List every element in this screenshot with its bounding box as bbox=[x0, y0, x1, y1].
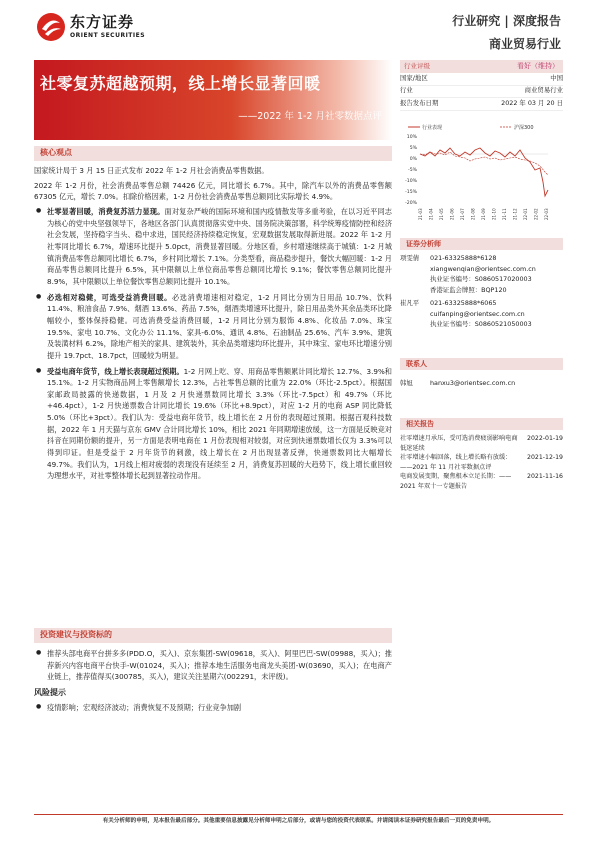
analyst-cert: 执业证书编号：S0860521050003 bbox=[430, 320, 532, 329]
analyst-entry bbox=[400, 253, 563, 295]
related-heading: 相关报告 bbox=[400, 418, 563, 430]
y-tick-label: -15% bbox=[405, 190, 417, 195]
analysts-box bbox=[400, 238, 563, 330]
orient-logo-icon bbox=[36, 12, 66, 42]
rating-header bbox=[400, 60, 563, 73]
analyst-name: 项雯倩 bbox=[400, 254, 420, 262]
intro-paragraph-2: 2022 年 1-2 月份，社会消费品零售总额 74426 亿元，同比增长 6.7%。其中，除汽车以外的消费品零售额 67305 亿元，增长 7.0%。扣除价格因素，1-2 月份社会消费品零售总额同比实际增长 4.9%。 bbox=[34, 180, 392, 202]
info-key: 报告发布日期 bbox=[400, 98, 439, 107]
analyst-license: 香港证监会牌照：BQP120 bbox=[430, 285, 507, 294]
info-value: 中国 bbox=[550, 73, 563, 82]
performance-chart bbox=[400, 120, 563, 224]
y-tick-label: -10% bbox=[405, 179, 417, 184]
bullet-text: 必选消费增速相对稳定，1-2 月同比分别为日用品 10.7%、饮料 11.4%、粮油食品 7.9%、烟酒 13.6%、药品 7.5%，烟酒类增速环比提升，除日用品类外其余品类环比降幅较小，整体保持稳健。可选消费受益消费回暖，1-2 月同比分别为服饰 4.8%、化妆品 7.0%、珠宝 19.5%、家电 10.7%、文化办公 11.1%、家具-6.0%、通讯 4.8%、石油制品 25.6%、汽车 3.9%、建筑及装潢材料 6.2%，除地产相关的家具、建筑装外，其余品类增速均环比提升，其中珠宝、家电环比增速分别提升 19.7pct、18.7pct，回暖较为明显。 bbox=[47, 292, 392, 360]
x-tick-label: 21-04 bbox=[428, 208, 434, 220]
related-title: 低迷延续 bbox=[400, 444, 425, 452]
contact-email[interactable]: hanxu3@orientsec.com.cn bbox=[430, 379, 516, 387]
related-item[interactable] bbox=[400, 482, 563, 492]
related-item[interactable] bbox=[400, 453, 563, 463]
performance-chart-svg bbox=[400, 120, 563, 224]
bullet-text: 面对复杂严峻的国际环境和国内疫情散发等多重考验，在以习近平同志为核心的党中央坚强领导下，各地区各部门认真贯彻落实党中央、国务院决策部署，科学统筹疫情防控和经济社会发展，坚持稳字当头、稳中求进，国民经济持续稳定恢复，宏观数据发展取得新进展。2022 年 1-2 月社零同比增长 6.7%，增速环比提升 5.0pct，消费显著回暖。分地区看，乡村增速继续高于城镇：1-2 月城镇消费品零售总额同比增长 6.7%，乡村同比增长 7.1%。分类型看，商品稳步提升，餐饮大幅回暖：1-2 月商品零售总额同比提升 6.5%，其中限额以上单位商品零售总额同比增长 9.1%；餐饮零售总额同比提升 8.9%，其中限额以上单位餐饮零售总额同比提升 10.1%。 bbox=[47, 206, 393, 286]
title-banner bbox=[34, 60, 392, 140]
x-tick-label: 22-02 bbox=[533, 208, 539, 220]
related-reports-box bbox=[400, 418, 563, 492]
info-row bbox=[400, 98, 563, 111]
analyst-cert: 执业证书编号：S0860517020003 bbox=[430, 275, 532, 284]
bullet-text: 1-2 月网上吃、穿、用商品零售额累计同比增长 12.7%、3.9%和 15.1%。1-2 月实物商品网上零售额增长 12.3%，占社零售总额的比重为 22.0%（环比-2.5pct）。根据国家邮政局披露的快递数据，1 月及 2 月快递票数同比增长 3.3%（环比-7.5pct）和 49.7%（环比+46.4pct），1-2 月快递票数合计同比增长 19.6%（环比+8.9pct），对应 1-2 月的电商 ASP 同比降低 5.0%（环比+3pct）。我们认为：受益电商年货节，线上增长在 2 月份的表现超过预期。根据百观科技数据，2022 年 1 月天猫与京东 GMV 合计同比增长 10%，相比 2021 年同期增速放缓，这一方面是反映竞对抖音在同期份额的提升，另一方面是表明电商在 1 月份表现相对较弱，对应到快递票数增长仅为 3.3%可以得到印证。但是受益于 2 月年货节的刺激，线上增长在 2 月出现显著反弹，快递票数同比大幅增长 49.7%。我们认为，1月线上相对疲弱的表现没有延续至 2 月，消费复苏回暖的大趋势下，线上增长重回较为理想水平，对社零整体增长起到显著拉动作用。 bbox=[47, 366, 392, 481]
legend-csi300: 沪深300 bbox=[514, 125, 534, 131]
analyst-name: 崔凡平 bbox=[400, 299, 420, 308]
contacts-box bbox=[400, 358, 563, 389]
footer-disclaimer: 有关分析师的申明，见本报告最后部分。其他重要信息披露见分析师申明之后部分，或请与您的投资代表联系。并请阅读本证券研究报告最后一页的免责申明。 bbox=[102, 818, 495, 824]
related-title: ——2021 年 11 月社零数据点评 bbox=[400, 463, 492, 471]
bullet-head: 社零显著回暖，消费复苏活力显现。 bbox=[47, 206, 165, 216]
bullet-online bbox=[34, 366, 392, 483]
info-key: 国家/地区 bbox=[400, 73, 428, 82]
info-row bbox=[400, 73, 563, 86]
x-tick-label: 21-06 bbox=[449, 208, 455, 220]
related-date: 2021-12-19 bbox=[527, 454, 563, 462]
analyst-phone: 021-63325888*6128 bbox=[430, 254, 497, 262]
rating-box bbox=[400, 60, 563, 111]
contacts-heading: 联系人 bbox=[400, 358, 563, 370]
info-value: 2022 年 03 月 20 日 bbox=[501, 98, 563, 107]
legend-industry: 行业表现 bbox=[422, 125, 443, 131]
report-subtitle: ——2022 年 1-2 月社零数据点评 bbox=[238, 111, 382, 122]
investment-heading: 投资建议与投资标的 bbox=[34, 628, 392, 643]
y-tick-label: 0% bbox=[409, 157, 417, 162]
related-item[interactable] bbox=[400, 472, 563, 482]
analysts-heading: 证券分析师 bbox=[400, 238, 563, 250]
info-key: 行业 bbox=[400, 86, 413, 95]
x-tick-label: 21-05 bbox=[439, 208, 444, 220]
report-type: 行业研究 | 深度报告 bbox=[452, 14, 561, 28]
bullet-head: 受益电商年货节，线上增长表现超过预期。 bbox=[47, 366, 184, 376]
intro-paragraph-1: 国家统计局于 3 月 15 日正式发布 2022 年 1-2 月社会消费品零售数据。 bbox=[34, 166, 269, 175]
core-view-section bbox=[34, 146, 392, 486]
y-tick-label: 10% bbox=[406, 135, 417, 140]
brand-logo bbox=[36, 12, 145, 42]
x-tick-label: 21-08 bbox=[470, 208, 476, 220]
investment-section bbox=[34, 628, 392, 718]
analyst-phone: 021-63325888*6065 bbox=[430, 299, 497, 308]
contact-name: 韩旭 bbox=[400, 379, 413, 387]
y-tick-label: -20% bbox=[405, 201, 417, 206]
industry-name: 商业贸易行业 bbox=[488, 36, 561, 51]
related-title: 社零增速月承压，受可选消费疲弱影响电商 bbox=[400, 435, 518, 442]
rating-value: 看好（维持） bbox=[517, 62, 559, 70]
bullet-essentials bbox=[34, 292, 392, 362]
analyst-email[interactable]: xiangwenqian@orientsec.com.cn bbox=[430, 264, 536, 273]
analyst-entry bbox=[400, 298, 563, 330]
x-tick-label: 21-09 bbox=[481, 208, 486, 220]
related-item[interactable] bbox=[400, 444, 563, 454]
risk-text: ● 疫情影响；宏观经济波动；消费恢复不及预期；行业竞争加剧 bbox=[34, 702, 392, 714]
footer-divider bbox=[34, 814, 563, 815]
bullet-retail-recovery bbox=[34, 206, 392, 288]
report-title: 社零复苏超越预期，线上增长显著回暖 bbox=[40, 74, 321, 93]
info-value: 商业贸易行业 bbox=[524, 86, 563, 95]
analyst-email[interactable]: cuifanping@orientsec.com.cn bbox=[430, 309, 525, 318]
x-tick-label: 21-03 bbox=[418, 208, 423, 220]
related-date: 2022-01-19 bbox=[527, 435, 563, 442]
related-title: 2021 年双十一专题报告 bbox=[400, 483, 468, 491]
x-tick-label: 22-03 bbox=[544, 208, 549, 220]
y-tick-label: 5% bbox=[409, 146, 417, 151]
core-view-heading: 核心观点 bbox=[34, 146, 392, 161]
y-tick-label: -5% bbox=[408, 168, 417, 173]
investment-text: ● 推荐头部电商平台拼多多(PDD.O，买入)、京东集团-SW(09618，买入)、阿里巴巴-SW(09988，买入)；推荐新兴内容电商平台快手-W(01024，买入)；推荐本地生活服务电商龙头美团-W(03690，买入)；在电商产业链上，推荐值得买(300785，买入)，建议关注星期六(002291，未评级)。 bbox=[34, 648, 392, 683]
x-tick-label: 21-07 bbox=[460, 208, 465, 220]
brand-name-en: ORIENT SECURITIES bbox=[70, 31, 146, 39]
related-item[interactable] bbox=[400, 463, 563, 473]
rating-label: 行业评级 bbox=[404, 62, 430, 70]
brand-name-cn: 东方证券 bbox=[70, 13, 135, 32]
info-row bbox=[400, 86, 563, 99]
x-tick-label: 21-11 bbox=[502, 208, 507, 220]
risk-heading: 风险提示 bbox=[34, 687, 66, 697]
related-date: 2021-11-16 bbox=[527, 473, 563, 481]
csi300-line bbox=[420, 152, 548, 175]
x-tick-label: 21-12 bbox=[512, 208, 518, 220]
industry-line bbox=[420, 148, 548, 196]
bullet-head: 必选相对稳健，可选受益消费回暖。 bbox=[47, 292, 172, 302]
related-title: 电商发展变期，聚焦根本立足长期：—— bbox=[400, 473, 512, 481]
x-tick-label: 21-10 bbox=[491, 208, 497, 220]
related-item[interactable] bbox=[400, 434, 563, 444]
related-title: 社零增速小幅回落，线上增长略有放缓： bbox=[400, 454, 512, 462]
x-tick-label: 22-01 bbox=[523, 208, 528, 220]
